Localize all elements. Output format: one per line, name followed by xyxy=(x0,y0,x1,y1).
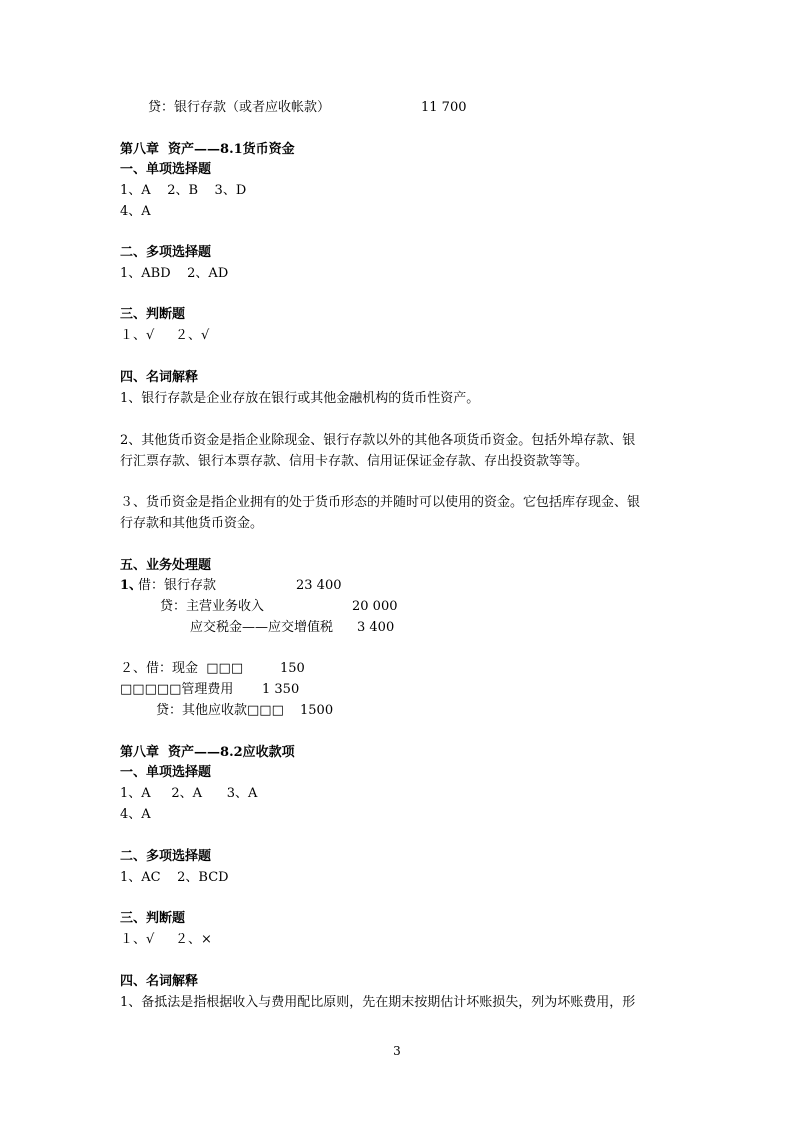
term-3-line-2: 行存款和其他货币资金。 xyxy=(120,516,264,531)
term-1: 1、银行存款是企业存放在银行或其他金融机构的货币性资产。 xyxy=(120,391,480,406)
term-2-line-2: 行汇票存款、银行本票存款、信用卡存款、信用证保证金存款、存出投资款等等。 xyxy=(120,454,589,469)
heading-single-choice-2: 一、单项选择题 xyxy=(120,765,212,780)
heading-multi-choice-1: 二、多项选择题 xyxy=(120,245,212,260)
entry-1-number: 1、 xyxy=(120,578,143,593)
heading-terms-2: 四、名词解释 xyxy=(120,974,199,989)
heading-multi-choice-2: 二、多项选择题 xyxy=(120,849,212,864)
term-2-1: 1、备抵法是指根据收入与费用配比原则，先在期末按期估计坏账损失，列为坏账费用，形 xyxy=(120,995,636,1010)
answers-single-choice-1: 1、A 2、B 3、D xyxy=(120,183,247,198)
answers-true-false-1: １、√ ２、√ xyxy=(120,328,210,343)
entry-1-credit-2: 应交税金——应交增值税 xyxy=(190,620,334,635)
answers-single-choice-1b: 4、A xyxy=(120,204,151,219)
heading-business-1: 五、业务处理题 xyxy=(120,558,212,573)
heading-terms-1: 四、名词解释 xyxy=(120,370,199,385)
answers-single-choice-2b: 4、A xyxy=(120,807,151,822)
entry-1-credit-2-amount: 3 400 xyxy=(357,620,395,635)
top-entry-amount: 11 700 xyxy=(421,100,467,115)
entry-1-debit-amount: 23 400 xyxy=(296,578,342,593)
entry-2-debit-2-amount: 1 350 xyxy=(262,682,300,697)
term-2-line-1: 2、其他货币资金是指企业除现金、银行存款以外的其他各项货币资金。包括外埠存款、银 xyxy=(120,433,636,448)
heading-true-false-2: 三、判断题 xyxy=(120,911,186,926)
entry-2-debit: ２、借：现金 □□□ xyxy=(120,661,244,676)
entry-1-credit-1-amount: 20 000 xyxy=(352,599,398,614)
entry-1-credit-1: 贷：主营业务收入 xyxy=(160,599,265,614)
entry-1-debit: 借：银行存款 xyxy=(138,578,217,593)
answers-multi-choice-1: 1、ABD 2、AD xyxy=(120,266,229,281)
answers-true-false-2: １、√ ２、× xyxy=(120,932,212,947)
entry-2-debit-2: □□□□□管理费用 xyxy=(120,682,234,697)
section-title-8-1: 第八章 资产——8.1货币资金 xyxy=(120,142,295,157)
entry-2-credit-amount: 1500 xyxy=(300,703,334,718)
entry-2-credit: 贷：其他应收款□□□ xyxy=(156,703,284,718)
answers-single-choice-2: 1、A 2、A 3、A xyxy=(120,786,258,801)
section-title-8-2: 第八章 资产——8.2应收款项 xyxy=(120,745,295,760)
page-number: 3 xyxy=(393,1044,401,1058)
heading-single-choice-1: 一、单项选择题 xyxy=(120,162,212,177)
entry-2-debit-amount: 150 xyxy=(280,661,305,676)
heading-true-false-1: 三、判断题 xyxy=(120,307,186,322)
term-3-line-1: ３、货币资金是指企业拥有的处于货币形态的并随时可以使用的资金。它包括库存现金、银 xyxy=(120,495,641,510)
top-entry-label: 贷：银行存款（或者应收帐款） xyxy=(148,100,331,115)
answers-multi-choice-2: 1、AC 2、BCD xyxy=(120,870,229,885)
